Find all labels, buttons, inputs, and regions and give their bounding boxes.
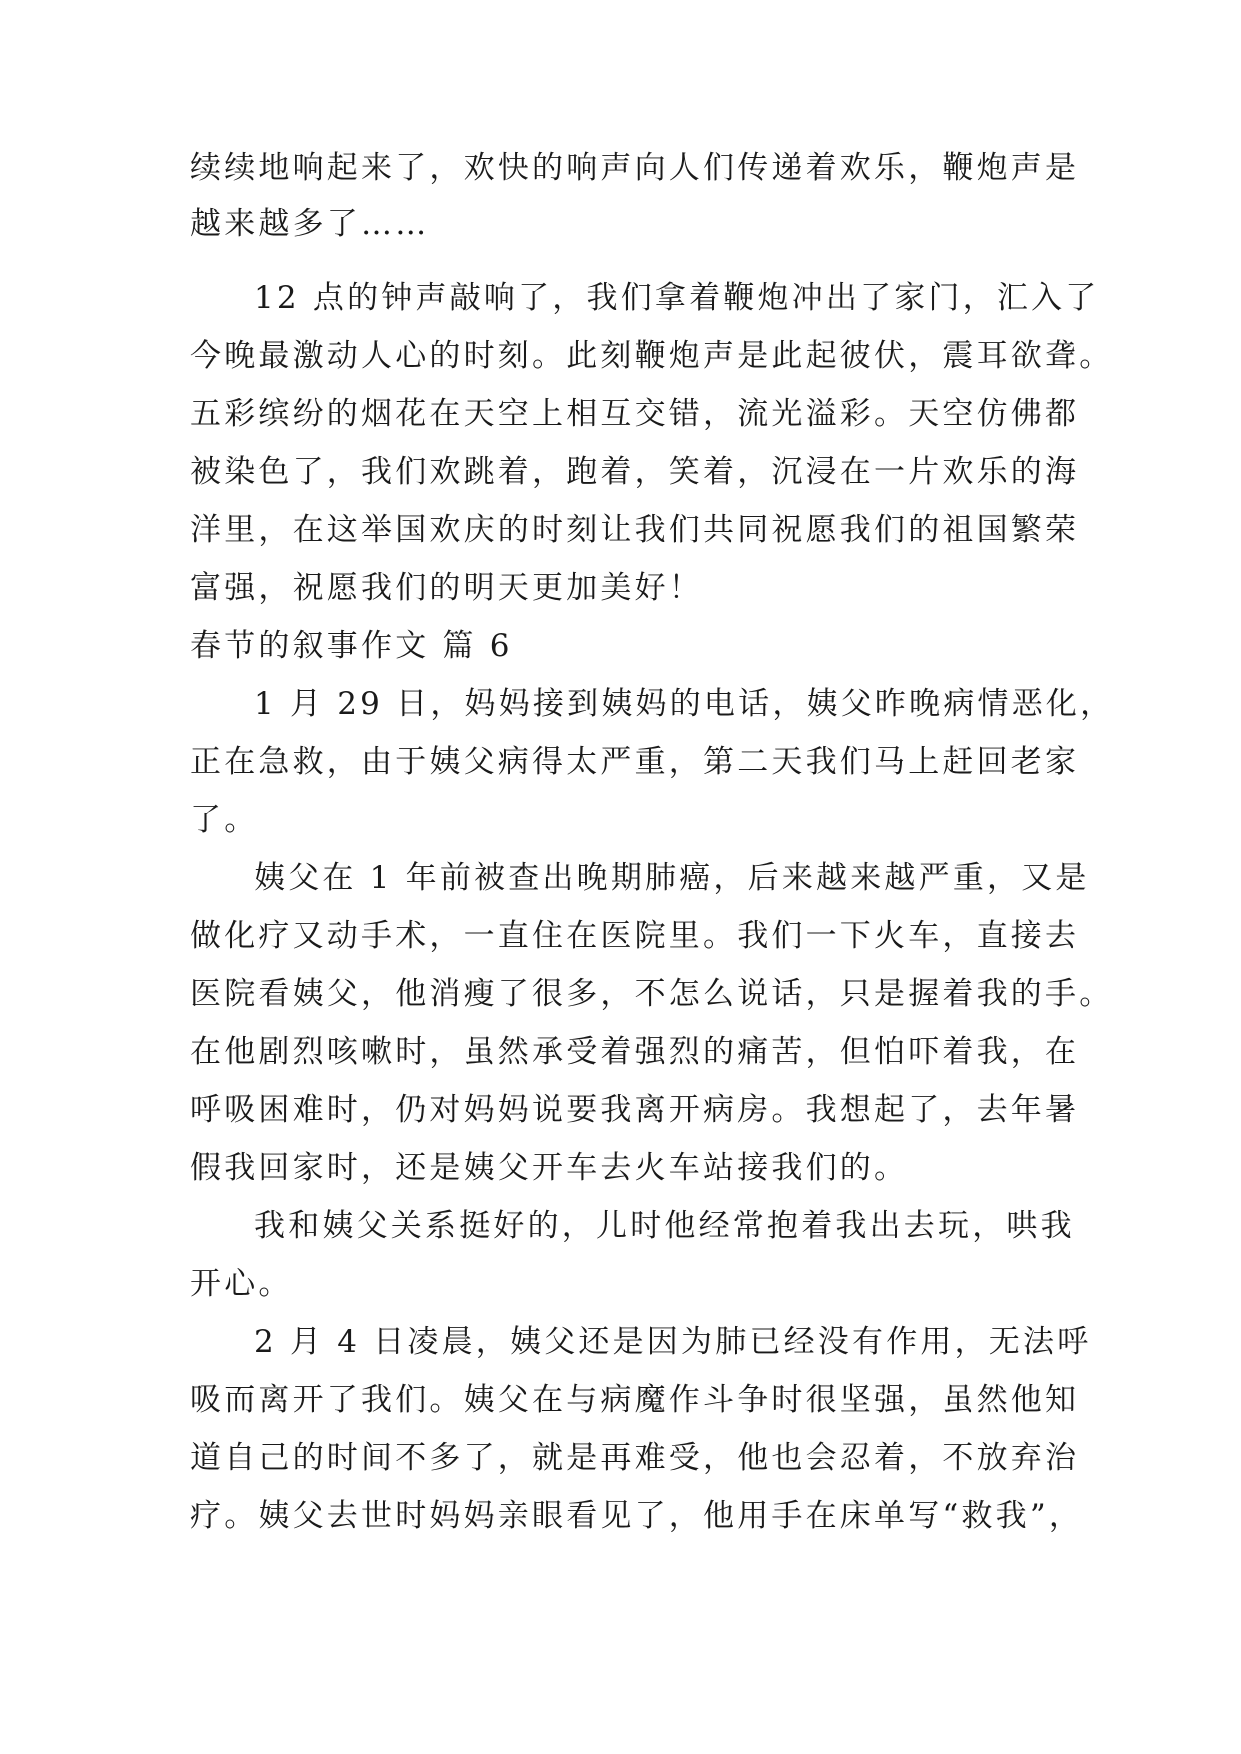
paragraph-line: 呼吸困难时，仍对妈妈说要我离开病房。我想起了，去年暑: [190, 1092, 1080, 1128]
paragraph-line: 1 月 29 日，妈妈接到姨妈的电话，姨父昨晚病情恶化，: [254, 686, 1115, 722]
paragraph-line: 做化疗又动手术，一直住在医院里。我们一下火车，直接去: [190, 918, 1080, 954]
paragraph-line: 姨父在 1 年前被查出晚期肺癌，后来越来越严重，又是: [254, 860, 1090, 896]
paragraph-line: 五彩缤纷的烟花在天空上相互交错，流光溢彩。天空仿佛都: [190, 396, 1080, 432]
section-heading: 春节的叙事作文 篇 6: [190, 628, 513, 664]
paragraph-line: 续续地响起来了，欢快的响声向人们传递着欢乐，鞭炮声是: [190, 150, 1080, 186]
paragraph-line: 开心。: [190, 1266, 293, 1302]
paragraph-line: 12 点的钟声敲响了，我们拿着鞭炮冲出了家门，汇入了: [254, 280, 1100, 316]
paragraph-line: 我和姨父关系挺好的，儿时他经常抱着我出去玩，哄我: [254, 1208, 1075, 1244]
paragraph-line: 假我回家时，还是姨父开车去火车站接我们的。: [190, 1150, 909, 1186]
paragraph-line: 正在急救，由于姨父病得太严重，第二天我们马上赶回老家: [190, 744, 1080, 780]
paragraph-line: 越来越多了……: [190, 206, 430, 242]
paragraph-line: 吸而离开了我们。姨父在与病魔作斗争时很坚强，虽然他知: [190, 1382, 1080, 1418]
paragraph-line: 道自己的时间不多了，就是再难受，他也会忍着，不放弃治: [190, 1440, 1080, 1476]
paragraph-line: 了。: [190, 802, 259, 838]
paragraph-line: 疗。姨父去世时妈妈亲眼看见了，他用手在床单写“救我”，: [190, 1498, 1084, 1534]
paragraph-line: 医院看姨父，他消瘦了很多，不怎么说话，只是握着我的手。: [190, 976, 1114, 1012]
paragraph-line: 洋里，在这举国欢庆的时刻让我们共同祝愿我们的祖国繁荣: [190, 512, 1080, 548]
paragraph-line: 富强，祝愿我们的明天更加美好！: [190, 570, 703, 606]
paragraph-line: 2 月 4 日凌晨，姨父还是因为肺已经没有作用，无法呼: [254, 1324, 1092, 1360]
paragraph-line: 今晚最激动人心的时刻。此刻鞭炮声是此起彼伏，震耳欲聋。: [190, 338, 1114, 374]
paragraph-line: 被染色了，我们欢跳着，跑着，笑着，沉浸在一片欢乐的海: [190, 454, 1080, 490]
paragraph-line: 在他剧烈咳嗽时，虽然承受着强烈的痛苦，但怕吓着我，在: [190, 1034, 1080, 1070]
